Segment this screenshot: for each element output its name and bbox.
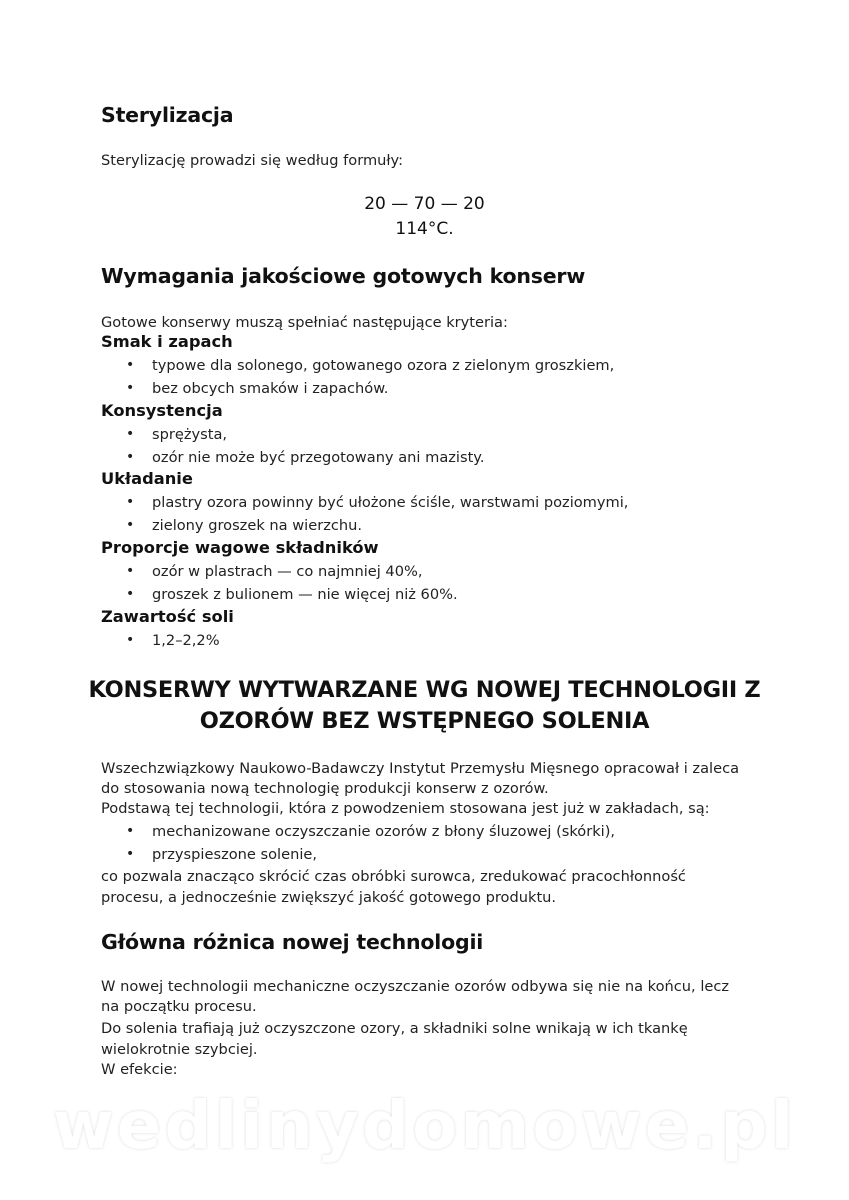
new-tech-title-line-1: KONSERWY WYTWARZANE WG NOWEJ TECHNOLOGII Z [88,677,761,703]
list-item: • przyspieszone solenie, [101,843,615,866]
salt-list [101,629,220,652]
main-difference-para-3: W efekcie: [101,1061,178,1078]
list-item: • bez obcych smaków i zapachów. [101,377,614,400]
quality-intro: Gotowe konserwy muszą spełniać następujące kryteria: [101,314,508,331]
list-item: • sprężysta, [101,423,485,446]
main-difference-heading: Główna różnica nowej technologii [101,930,484,954]
consistency-list [101,423,485,469]
new-tech-list [101,820,615,866]
quality-heading: Wymagania jakościowe gotowych konserw [101,264,586,288]
section-title-arrangement: Układanie [101,469,193,488]
main-difference-para-1-line-2: na początku procesu. [101,998,257,1015]
list-item: • 1,2–2,2% [101,629,220,652]
sterilization-heading: Sterylizacja [101,103,234,127]
section-title-taste: Smak i zapach [101,332,233,351]
formula-line-1: 20 — 70 — 20 [364,194,485,214]
section-title-consistency: Konsystencja [101,401,223,420]
list-item: • typowe dla solonego, gotowanego ozora z zielonym groszkiem, [101,354,614,377]
list-item: • zielony groszek na wierzchu. [101,514,628,537]
list-item: • mechanizowane oczyszczanie ozorów z błony śluzowej (skórki), [101,820,615,843]
watermark: wedlinydomowe.pl [52,1087,797,1164]
new-tech-para-2: Podstawą tej technologii, która z powodzeniem stosowana jest już w zakładach, są: [101,800,710,817]
main-difference-para-1-line-1: W nowej technologii mechaniczne oczyszczanie ozorów odbywa się nie na końcu, lecz [101,978,730,995]
section-title-proportions: Proporcje wagowe składników [101,538,379,557]
list-item: • plastry ozora powinny być ułożone ściśle, warstwami poziomymi, [101,491,628,514]
list-item: • groszek z bulionem — nie więcej niż 60%. [101,583,458,606]
formula-line-2: 114°C. [395,219,454,239]
main-difference-para-2-line-2: wielokrotnie szybciej. [101,1041,258,1058]
new-tech-title-line-2: OZORÓW BEZ WSTĘPNEGO SOLENIA [199,708,650,734]
new-tech-para-3-line-2: procesu, a jednocześnie zwiększyć jakość gotowego produktu. [101,889,557,906]
section-title-salt: Zawartość soli [101,607,234,626]
main-difference-para-2-line-1: Do solenia trafiają już oczyszczone ozory, a składniki solne wnikają w ich tkankę [101,1020,688,1037]
new-tech-para-1-line-1: Wszechzwiązkowy Naukowo-Badawczy Instytut Przemysłu Mięsnego opracował i zaleca [101,760,740,777]
new-tech-para-1-line-2: do stosowania nową technologię produkcji konserw z ozorów. [101,780,549,797]
new-tech-para-3-line-1: co pozwala znacząco skrócić czas obróbki surowca, zredukować pracochłonność [101,868,686,885]
taste-list [101,354,614,400]
arrangement-list [101,491,628,537]
list-item: • ozór nie może być przegotowany ani mazisty. [101,446,485,469]
sterilization-intro: Sterylizację prowadzi się według formuły: [101,152,404,169]
list-item: • ozór w plastrach — co najmniej 40%, [101,560,458,583]
proportions-list [101,560,458,606]
